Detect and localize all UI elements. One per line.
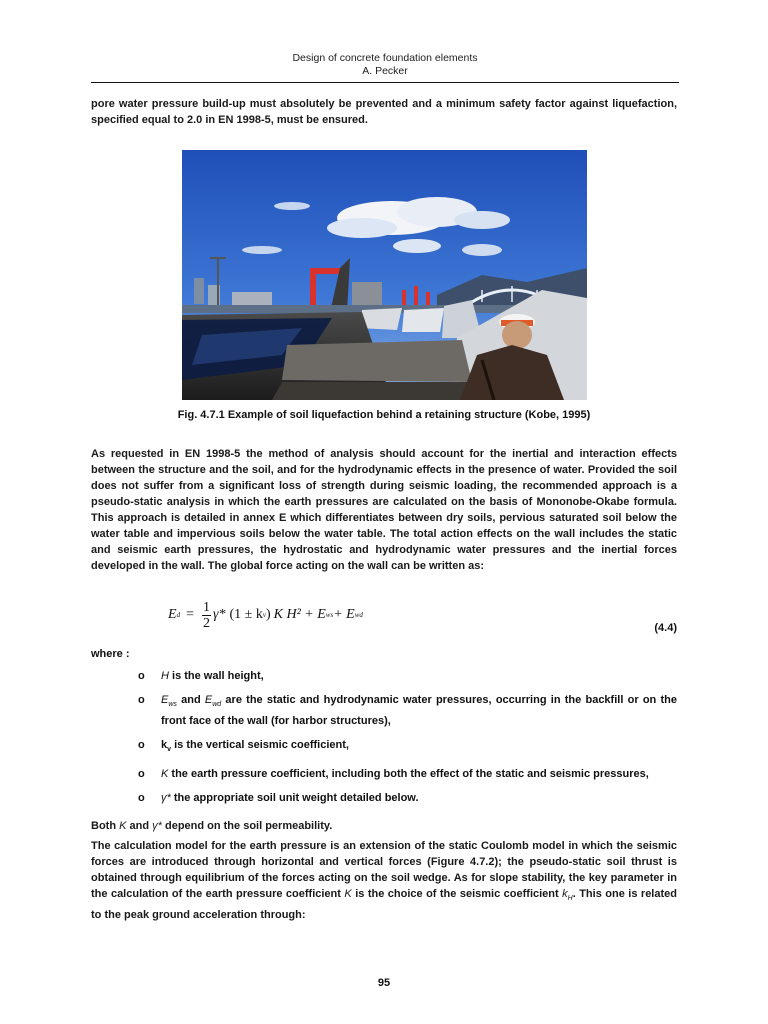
paragraph-intro: pore water pressure build-up must absolutely be prevented and a minimum safety factor against liquefaction, specified equal to 2.0 in EN 1998-5, must be ensured. [91,98,677,126]
bullet-marker: o [138,768,145,781]
liquefaction-photo [182,150,587,400]
symbol-K: K [344,888,352,900]
bullet-marker: o [138,670,145,682]
eq-paren-close: ) [265,607,271,622]
symbol-kv-sub: v [167,746,172,754]
symbol-list [91,668,677,814]
figure-caption: Fig. 4.7.1 Example of soil liquefaction behind a retaining structure (Kobe, 1995) [177,409,591,421]
symbol-gamma: γ* [152,820,162,832]
header-rule [91,82,679,83]
page-number: 95 [377,977,391,989]
p3-prefix: Both [91,820,117,832]
symbol-Ews-sub: ws [168,701,177,709]
symbol-Ews: E [161,694,169,706]
list-item [91,737,677,758]
p4-part2: is the choice of the seismic coefficient [355,888,559,900]
bullet-marker: o [138,792,145,805]
eq-paren-sub: v [262,611,266,619]
running-header [91,52,679,78]
list-item [91,692,677,729]
eq-lhs-sub: d [176,611,181,619]
eq-equals: = [186,607,194,622]
bullet-text: are the static and hydrodynamic water pressures, occurring in the backfill or on the front face of the wall (for harbor structures), [161,694,677,728]
eq-lhs: E [168,607,177,622]
p4-part3: . This one is related to the peak ground acceleration through: [91,888,677,922]
list-item [91,790,677,806]
list-item [91,766,677,782]
equation-4-4 [168,595,363,635]
symbol-kv: k [161,739,168,752]
eq-frac-den: 2 [202,615,210,631]
bullet-marker: o [138,694,145,706]
eq-ews-sub: ws [325,611,334,619]
where-label: where : [91,648,130,660]
symbol-H: H [161,670,169,682]
bullet-marker: o [138,739,145,752]
header-author: A. Pecker [362,65,408,77]
eq-plus: + E [333,607,355,622]
symbol-K: K [119,820,127,832]
eq-frac-num: 1 [202,599,210,615]
p4-part1: The calculation model for the earth pressure is an extension of the static Coulomb model in which the seismic forces are introduced through horizontal and vertical forces (Figure 4.7.2); the pseudo-static soil thrust is obtained through equilibrium of the forces acting on the soil wedge. As for slope stability, the key parameter in the calculation of the earth pressure coefficient [91,840,677,900]
bullet-text: is the vertical seismic coefficient, [174,739,349,752]
symbol-kH-sub: H [567,895,573,903]
paragraph-method: As requested in EN 1998-5 the method of analysis should account for the inertial and interaction effects between the structure and the soil, and for the hydrodynamic effects in the presence of water. Provided the soil does not suffer from a significant loss of strength during seismic loading, the recommended approach is a pseudo-static analysis in which the earth pressures are calculated on the basis of Mononobe-Okabe formula. This approach is detailed in annex E which differentiates between dry soils, pervious saturated soil below the water table and impervious soils below the water table. The total action effects on the wall includes the static and seismic earth pressures, the hydrostatic and hydrodynamic water pressures and the inertial forces developed in the wall. The global force acting on the wall can be written as: [91,448,677,572]
symbol-Ewd: E [204,694,213,706]
symbol-gamma: γ* [161,792,171,805]
eq-body: K H² + E [273,607,326,622]
p3-and: and [129,820,150,832]
bullet-text: the earth pressure coefficient, including both the effect of the static and seismic pressures, [171,768,649,781]
symbol-K: K [161,768,169,781]
header-title: Design of concrete foundation elements [292,52,478,64]
eq-ewd-sub: wd [354,611,363,619]
symbol-kH: k [562,888,568,900]
symbol-Ewd-sub: wd [212,701,222,709]
paragraph-calculation-model [91,838,677,923]
list-item [91,668,677,684]
paragraph-permeability [91,818,677,834]
bullet-text: is the wall height, [172,670,264,682]
eq-gamma: γ* [212,607,226,622]
bullet-and: and [181,694,201,706]
p3-suffix: depend on the soil permeability. [164,820,333,832]
bullet-text: the appropriate soil unit weight detailed below. [173,792,419,805]
eq-fraction [202,600,211,631]
equation-number: (4.4) [654,622,677,634]
eq-paren: (1 ± k [229,607,263,622]
